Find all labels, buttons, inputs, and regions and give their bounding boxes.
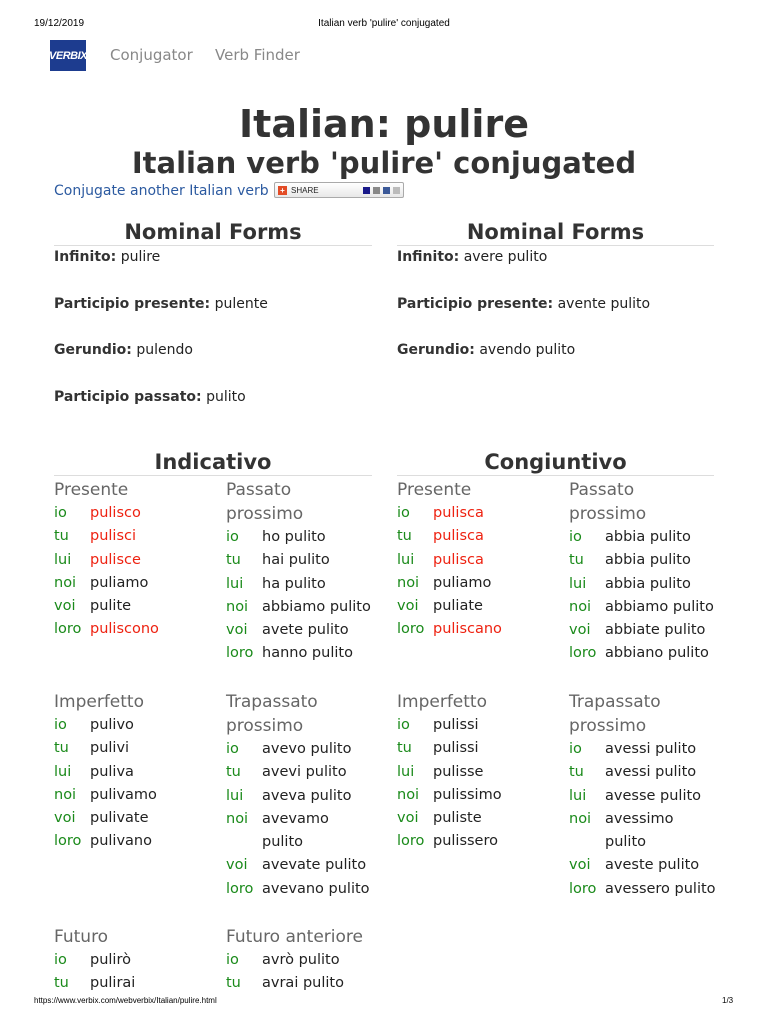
- pronoun: tu: [54, 740, 69, 757]
- conjugation-row: [226, 854, 376, 877]
- tense-name: Passato: [226, 480, 292, 500]
- conjugation-row: [397, 714, 562, 737]
- pronoun: loro: [226, 880, 254, 897]
- verb-form-cont: pulito: [605, 834, 647, 851]
- conjugation-row: [54, 572, 219, 595]
- nominal-forms-heading: Nominal Forms: [54, 220, 372, 246]
- verb-form: pulivano: [90, 833, 152, 850]
- pronoun: noi: [569, 598, 592, 615]
- conjugation-row-cont: [569, 831, 729, 854]
- verb-form: pulirò: [90, 952, 131, 968]
- verb-form: pulissi: [433, 740, 479, 757]
- verb-form: pulissimo: [433, 786, 502, 803]
- verb-form: abbiamo pulito: [262, 598, 371, 615]
- verb-form: puliste: [433, 810, 482, 827]
- pronoun: voi: [226, 857, 248, 874]
- verb-form-cont: pulito: [262, 834, 304, 851]
- conjugation-row: [569, 854, 729, 877]
- verb-form: puliva: [90, 763, 134, 780]
- tense-name: Futuro anteriore: [226, 927, 363, 947]
- tense-name: Presente: [54, 480, 129, 500]
- pronoun: io: [54, 717, 67, 733]
- conjugation-row: [569, 785, 729, 808]
- pronoun: tu: [226, 552, 241, 569]
- indicativo-heading: Indicativo: [54, 450, 372, 476]
- verb-form: pulirai: [90, 975, 136, 992]
- conjugation-row: [226, 785, 376, 808]
- tense-name: Presente: [397, 480, 472, 500]
- conjugation-row: [54, 830, 219, 853]
- conjugation-row: [226, 549, 376, 572]
- verb-form: abbiano pulito: [605, 645, 709, 662]
- congiuntivo-heading: Congiuntivo: [397, 450, 714, 476]
- pronoun: lui: [226, 575, 244, 592]
- conjugation-row: [397, 737, 562, 760]
- verb-form: pulivamo: [90, 786, 157, 803]
- plus-icon: +: [278, 186, 287, 195]
- tense-cong-passato: [569, 478, 729, 666]
- pronoun: tu: [569, 764, 584, 781]
- conjugation-row: [54, 761, 219, 784]
- pronoun: loro: [54, 621, 82, 638]
- conjugation-row: [397, 830, 562, 853]
- pronoun: noi: [397, 786, 420, 803]
- conjugation-row: [226, 738, 376, 761]
- pronoun: io: [54, 952, 67, 968]
- nominal-row: Participio presente: avente pulito: [397, 295, 651, 312]
- verb-form: avevi pulito: [262, 764, 347, 781]
- verb-form: pulisca: [433, 528, 484, 545]
- tense-ind-presente: [54, 478, 219, 642]
- verb-form: avesse pulito: [605, 787, 702, 804]
- pronoun: io: [54, 505, 67, 521]
- tense-name: Imperfetto: [54, 692, 144, 712]
- tense-ind-trapassato: [226, 690, 376, 901]
- pronoun: noi: [226, 810, 249, 827]
- conjugation-row: [226, 573, 376, 596]
- nominal-row: Infinito: pulire: [54, 249, 161, 265]
- nominal-forms-compound-heading: Nominal Forms: [397, 220, 714, 246]
- conjugation-row: [226, 619, 376, 642]
- verb-form: avessimo: [605, 810, 674, 827]
- conjugation-row: [569, 526, 729, 549]
- verb-form: pulivi: [90, 740, 130, 757]
- conjugation-row: [569, 573, 729, 596]
- pronoun: lui: [569, 787, 587, 804]
- verb-form: avessero pulito: [605, 880, 716, 897]
- pronoun: loro: [569, 645, 597, 662]
- pronoun: lui: [54, 551, 72, 568]
- verb-form: pulisce: [90, 551, 141, 568]
- pronoun: noi: [226, 598, 249, 615]
- conjugation-row: [397, 502, 562, 525]
- tense-name: Trapassato: [569, 692, 661, 712]
- pronoun: io: [226, 529, 239, 545]
- verb-form: aveva pulito: [262, 787, 352, 804]
- nominal-row: Participio passato: pulito: [54, 388, 246, 405]
- share-label: SHARE: [291, 185, 319, 195]
- delicious-icon: [363, 187, 370, 194]
- pronoun: noi: [54, 786, 77, 803]
- verb-form: puliscano: [433, 621, 502, 638]
- conjugation-row: [397, 784, 562, 807]
- verb-form: puliamo: [433, 574, 492, 591]
- pronoun: io: [226, 952, 239, 968]
- conjugation-row: [54, 807, 219, 830]
- pronoun: noi: [397, 574, 420, 591]
- conjugation-row: [54, 949, 219, 972]
- conjugation-row: [226, 949, 386, 972]
- verb-form: pulissero: [433, 833, 498, 850]
- conjugation-row: [54, 714, 219, 737]
- pronoun: loro: [569, 880, 597, 897]
- verb-form: ho pulito: [262, 529, 326, 545]
- conjugation-row: [54, 972, 219, 995]
- pronoun: tu: [397, 528, 412, 545]
- verb-form: avete pulito: [262, 622, 349, 639]
- pronoun: noi: [569, 810, 592, 827]
- print-date: 19/12/2019: [34, 18, 85, 29]
- pronoun: voi: [569, 857, 591, 874]
- pronoun: loro: [226, 645, 254, 662]
- tense-ind-passato-prossimo: [226, 478, 376, 666]
- page-title: Italian: pulire: [239, 102, 529, 146]
- page-subtitle: Italian verb 'pulire' conjugated: [131, 146, 637, 180]
- verb-form: ha pulito: [262, 575, 326, 592]
- verb-form: avessi pulito: [605, 741, 697, 757]
- conjugation-row: [226, 972, 386, 995]
- pronoun: voi: [397, 598, 419, 615]
- facebook-icon: [383, 187, 390, 194]
- verb-form: avevate pulito: [262, 857, 367, 874]
- conjugation-row: [54, 737, 219, 760]
- conjugation-row: [569, 761, 729, 784]
- pronoun: tu: [226, 975, 241, 992]
- tense-cong-presente: [397, 478, 562, 642]
- pronoun: tu: [54, 975, 69, 992]
- pronoun: tu: [54, 528, 69, 545]
- conjugation-row: [569, 642, 729, 665]
- pronoun-spacer: [569, 831, 605, 854]
- nominal-row: Gerundio: pulendo: [54, 342, 193, 358]
- verb-form: avevamo: [262, 810, 329, 827]
- verb-form: aveste pulito: [605, 857, 700, 874]
- verb-form: pulisci: [90, 528, 137, 545]
- conjugation-row: [226, 642, 376, 665]
- nav-verb-finder-link[interactable]: Verb Finder: [215, 46, 300, 64]
- verb-form: pulivate: [90, 810, 149, 827]
- conjugation-row-cont: [226, 831, 376, 854]
- digg-icon: [373, 187, 380, 194]
- conjugation-row: [397, 549, 562, 572]
- tense-name-cont: prossimo: [569, 716, 647, 736]
- verb-form: abbia pulito: [605, 575, 691, 592]
- verb-form: pulisca: [433, 551, 484, 568]
- pronoun: loro: [397, 833, 425, 850]
- verb-form: avevano pulito: [262, 880, 370, 897]
- pronoun: io: [397, 717, 410, 733]
- pronoun: io: [569, 529, 582, 545]
- tense-name: Futuro: [54, 927, 109, 947]
- verbix-logo[interactable]: VERBIX: [50, 40, 86, 71]
- conjugation-row: [54, 525, 219, 548]
- more-icon: [393, 187, 400, 194]
- pronoun: lui: [226, 787, 244, 804]
- pronoun: lui: [569, 575, 587, 592]
- verb-form: avrai pulito: [262, 975, 344, 992]
- pronoun: loro: [54, 833, 82, 850]
- pronoun: io: [397, 505, 410, 521]
- verb-form: hanno pulito: [262, 645, 353, 662]
- nominal-row: Gerundio: avendo pulito: [397, 342, 576, 358]
- nav-conjugator-link[interactable]: Conjugator: [110, 46, 193, 64]
- tense-ind-imperfetto: [54, 690, 219, 854]
- pronoun: lui: [397, 763, 415, 780]
- pronoun: lui: [54, 763, 72, 780]
- tense-ind-futuro-anteriore: [226, 925, 386, 996]
- pronoun: voi: [54, 598, 76, 615]
- conjugation-row: [54, 784, 219, 807]
- verb-form: avevo pulito: [262, 741, 352, 757]
- conjugation-row: [54, 549, 219, 572]
- verb-form: pulissi: [433, 717, 479, 733]
- verb-form: pulisca: [433, 505, 484, 521]
- tense-name-cont: prossimo: [226, 716, 304, 736]
- verb-form: abbia pulito: [605, 552, 691, 569]
- conjugation-row: [569, 619, 729, 642]
- conjugation-row: [569, 878, 729, 901]
- pronoun: voi: [226, 622, 248, 639]
- verb-form: puliamo: [90, 574, 149, 591]
- pronoun: io: [569, 741, 582, 757]
- pronoun: lui: [397, 551, 415, 568]
- pronoun: voi: [54, 810, 76, 827]
- tense-name: Passato: [569, 480, 635, 500]
- verb-form: avessi pulito: [605, 764, 697, 781]
- conjugation-row: [569, 738, 729, 761]
- verb-form: abbiate pulito: [605, 622, 706, 639]
- conjugate-another-link[interactable]: Conjugate another Italian verb: [54, 183, 269, 199]
- tense-ind-futuro: [54, 925, 219, 996]
- tense-cong-trapassato: [569, 690, 729, 901]
- verb-form: pulivo: [90, 717, 134, 733]
- conjugation-row: [226, 761, 376, 784]
- tense-cong-imperfetto: [397, 690, 562, 854]
- nominal-forms-compound: [397, 249, 650, 389]
- conjugation-row: [226, 526, 376, 549]
- verb-form: pulisse: [433, 763, 484, 780]
- conjugation-row: [226, 596, 376, 619]
- verb-form: abbiamo pulito: [605, 598, 714, 615]
- conjugation-row: [226, 808, 376, 831]
- verb-form: pulite: [90, 598, 132, 615]
- footer-url: https://www.verbix.com/webverbix/Italian/pulire.html: [34, 996, 217, 1005]
- verb-form: pulisco: [90, 505, 141, 521]
- verb-form: abbia pulito: [605, 529, 691, 545]
- tense-name-cont: prossimo: [569, 504, 647, 524]
- nominal-forms-simple: [54, 249, 268, 435]
- share-button[interactable]: [274, 182, 404, 198]
- pronoun: tu: [569, 552, 584, 569]
- verb-form: hai pulito: [262, 552, 330, 569]
- conjugation-row: [397, 595, 562, 618]
- print-title: Italian verb 'pulire' conjugated: [318, 18, 450, 29]
- conjugation-row: [54, 502, 219, 525]
- verb-form: puliate: [433, 598, 483, 615]
- tense-name-cont: prossimo: [226, 504, 304, 524]
- pronoun-spacer: [226, 831, 262, 854]
- pronoun: loro: [397, 621, 425, 638]
- conjugation-row: [397, 618, 562, 641]
- footer-page: 1/3: [722, 996, 734, 1005]
- conjugation-row: [54, 595, 219, 618]
- conjugation-row: [569, 808, 729, 831]
- conjugation-row: [226, 878, 376, 901]
- conjugation-row: [397, 525, 562, 548]
- pronoun: voi: [569, 622, 591, 639]
- conjugation-row: [397, 807, 562, 830]
- pronoun: tu: [226, 764, 241, 781]
- conjugation-row: [397, 572, 562, 595]
- tense-name: Imperfetto: [397, 692, 487, 712]
- tense-name: Trapassato: [226, 692, 318, 712]
- verb-form: avrò pulito: [262, 952, 340, 968]
- conjugation-row: [397, 761, 562, 784]
- pronoun: noi: [54, 574, 77, 591]
- conjugation-row: [569, 596, 729, 619]
- pronoun: tu: [397, 740, 412, 757]
- nominal-row: Participio presente: pulente: [54, 295, 268, 312]
- conjugation-row: [54, 618, 219, 641]
- conjugation-row: [569, 549, 729, 572]
- verb-form: puliscono: [90, 621, 159, 638]
- pronoun: voi: [397, 810, 419, 827]
- nominal-row: Infinito: avere pulito: [397, 249, 548, 265]
- pronoun: io: [226, 741, 239, 757]
